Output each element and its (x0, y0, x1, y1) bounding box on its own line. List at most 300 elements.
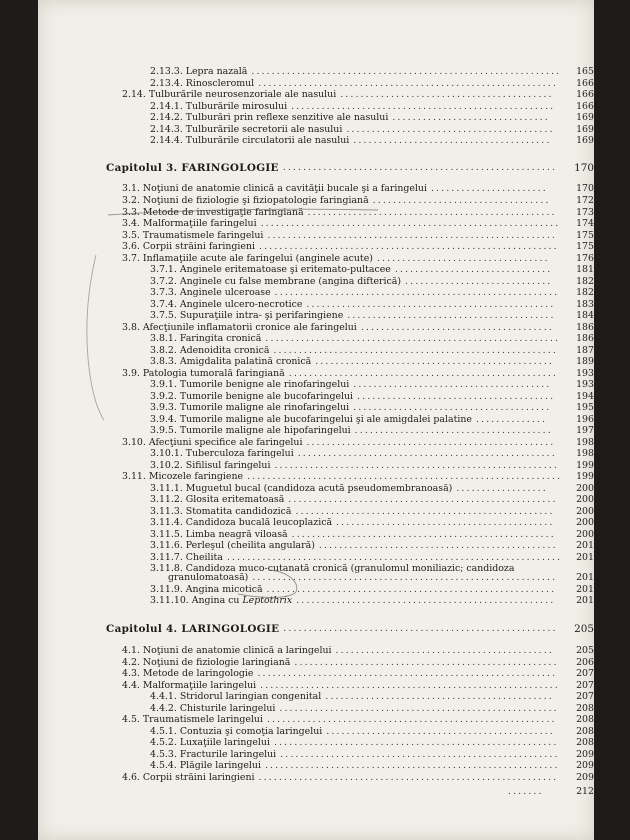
toc-entry-label (122, 218, 257, 230)
toc-page-number: 200 (576, 494, 594, 505)
toc-chapter-row (38, 162, 594, 174)
toc-entry-title: Tulburările circulatorii ale nasului (185, 135, 350, 146)
toc-entry-title: Tumorile maligne ale rinofaringelui (179, 402, 350, 413)
toc-entry-label (168, 572, 248, 584)
toc-entry-row (38, 287, 594, 299)
toc-entry-number: 3.4. (122, 218, 143, 229)
leader-dots: ....................................... (353, 379, 552, 390)
toc-entry-label (150, 749, 276, 761)
toc-entry-title: Muguetul bucal (candidoza acută pseudomembranoasă) (185, 482, 453, 494)
toc-entry-title: Tulburările secretorii ale nasului (185, 123, 343, 135)
toc-entry-row (38, 703, 594, 715)
toc-entry-title: Traumatismele faringelui (142, 229, 264, 241)
toc-entry-number: 3.7.2. (150, 275, 180, 287)
toc-page-number: 170 (576, 183, 594, 194)
toc-entry-number: 3.11.2. (150, 494, 186, 505)
leader-dots: ................................... (372, 195, 551, 206)
toc-entry-label (122, 230, 263, 242)
toc-entry-number: 4.1. (122, 645, 143, 656)
toc-entry-row (38, 333, 594, 345)
toc-entry-title: Chisturile laringelui (179, 702, 276, 714)
toc-entry-title: Traumatismele laringelui (142, 714, 263, 725)
toc-entry-title: Perleşul (cheilita angulară) (185, 540, 315, 551)
toc-entry-row (38, 391, 594, 403)
book-page (38, 0, 594, 840)
leader-dots: ........................................................... (260, 679, 560, 691)
toc-page-number: 173 (576, 206, 594, 218)
toc-entry-label (106, 162, 279, 174)
toc-entry-number: 3.8.1. (150, 333, 180, 344)
leader-dots: ................................................... (297, 448, 557, 459)
leader-dots: ......................................................... (266, 584, 557, 595)
toc-page-number: 201 (576, 551, 594, 563)
toc-entry-number: 3.11.4. (150, 517, 186, 528)
leader-dots: ........................................................... (258, 241, 559, 252)
toc-entry-label (122, 195, 369, 207)
toc-entry-label (106, 623, 279, 635)
toc-entry-label (150, 356, 311, 368)
toc-entry-label (150, 333, 261, 345)
toc-page-number: 183 (576, 298, 594, 310)
leader-dots: ............................................................ (252, 572, 558, 583)
leader-dots: .......................................................... (264, 760, 560, 771)
toc-page-number: 175 (576, 229, 594, 241)
toc-entry-label (122, 772, 255, 784)
toc-entry-label (122, 437, 302, 449)
toc-entry-title: Tulburări prin reflexe senzitive ale nasului (185, 112, 389, 123)
toc-page-number: 206 (576, 656, 594, 668)
toc-entry-title: granulomatoasă) (168, 572, 249, 583)
toc-entry-title: Patologia tumorală faringiană (142, 367, 285, 379)
toc-entry-row (38, 124, 594, 136)
toc-entry-row (38, 483, 594, 495)
toc-page-number: 176 (576, 252, 594, 264)
toc-entry-title: Noţiuni de anatomie clinică a laringelui (142, 645, 332, 656)
toc-page-number: 193 (576, 379, 594, 390)
toc-entry-row (38, 253, 594, 265)
toc-entry-number: 4.5.4. (150, 760, 180, 771)
toc-entry-row (38, 66, 594, 78)
toc-entry-number: 3.11.1. (150, 482, 186, 494)
toc-entry-row (38, 425, 594, 437)
toc-entry-row (38, 737, 594, 749)
toc-page-number: 169 (576, 112, 594, 123)
toc-entry-label (122, 89, 336, 101)
leader-dots: ....................................................... (280, 748, 560, 760)
toc-page-number: 182 (576, 275, 594, 287)
toc-page-number: 198 (576, 436, 594, 448)
toc-entry-label (122, 253, 373, 265)
leader-dots: ............................. (405, 275, 553, 287)
toc-page-number: 209 (576, 760, 594, 771)
toc-entry-row (38, 772, 594, 784)
toc-entry-number: 3.7.3. (150, 287, 180, 298)
toc-entry-number: 3.11. (122, 471, 149, 482)
toc-entry-title: Limba neagră viloasă (185, 528, 288, 540)
toc-entry-label (150, 414, 472, 426)
toc-page-number: 195 (576, 402, 594, 413)
toc-entry-title: Stomatita candidozică (185, 505, 292, 517)
leader-dots: ......................................................... (266, 714, 557, 725)
toc-entry-label (150, 691, 321, 703)
leader-dots: ........................................... (335, 645, 554, 656)
toc-entry-label (122, 241, 255, 253)
toc-page-number: 199 (576, 471, 594, 482)
toc-entry-row (38, 506, 594, 518)
toc-entry-row (38, 101, 594, 113)
toc-entry-label (150, 299, 302, 311)
toc-entry-number: 3.8.3. (150, 356, 180, 367)
toc-page-number: 172 (576, 195, 594, 206)
toc-entry-row (38, 414, 594, 426)
toc-page-number: 208 (576, 714, 594, 725)
toc-page-number: 186 (576, 321, 594, 333)
toc-entry-number: 4.6. (122, 771, 143, 783)
toc-entry-number: 4.3. (122, 668, 143, 679)
toc-entry-row (38, 595, 594, 607)
leader-dots: ....................................... (353, 135, 552, 146)
toc-entry-title: Plăgile laringelui (179, 760, 261, 771)
leader-dots: ....................................... (354, 425, 553, 436)
toc-entry-label (150, 264, 391, 276)
toc-page-number: 165 (576, 66, 594, 77)
toc-entry-title: Noţiuni de fiziologie laringiană (142, 656, 291, 668)
toc-page-number: 201 (576, 584, 594, 595)
toc-entry-row (38, 276, 594, 288)
toc-entry-row (38, 657, 594, 669)
toc-entry-number: 3.9. (122, 367, 143, 379)
leader-dots: .................................. (376, 252, 550, 264)
toc-entry-title: Inflamaţiile acute ale faringelui (anginele acute) (142, 252, 373, 264)
toc-entry-label (122, 714, 263, 726)
leader-dots: ................................................. (307, 206, 557, 218)
toc-entry-title: Malformaţiile laringelui (142, 679, 257, 691)
toc-entry-label (122, 471, 243, 483)
leader-dots: ..................................................... (288, 494, 558, 505)
toc-entry-row (38, 183, 594, 195)
toc-entry-label (122, 668, 253, 680)
toc-entry-title: Luxaţiile laringelui (179, 737, 270, 748)
toc-entry-number: 2.14.3. (150, 123, 186, 135)
toc-entry-label (150, 595, 292, 607)
toc-entry-title: Contuzia şi comoţia laringelui (179, 725, 323, 737)
toc-entry-label (122, 680, 256, 692)
toc-page-number: 181 (576, 264, 594, 275)
toc-page-number: 205 (574, 623, 594, 635)
toc-entry-label (150, 540, 315, 552)
leader-dots: ........................................................... (258, 771, 559, 783)
toc-entry-number: 3.11.5. (150, 528, 186, 540)
toc-entry-number: 3.2. (122, 195, 143, 206)
toc-chapter-row (38, 623, 594, 635)
toc-entry-title: Tumorile maligne ale hipofaringelui (179, 425, 351, 436)
leader-dots: ............................................. (326, 725, 555, 737)
toc-page-number: 208 (576, 702, 594, 714)
toc-page-number: 207 (576, 668, 594, 679)
toc-page-number: 197 (576, 425, 594, 436)
leader-dots: ........................................................... (258, 77, 558, 89)
toc-entry-title: Supuraţiile intra- şi perifaringiene (179, 310, 344, 321)
toc-entry-number: 4.5.2. (150, 737, 180, 748)
toc-entry-row (38, 726, 594, 738)
leader-dots: ........................................................ (273, 344, 558, 356)
toc-entry-number: 4.5. (122, 714, 143, 725)
toc-page-number: 193 (576, 367, 594, 379)
toc-entry-label (150, 483, 452, 495)
toc-page-number: 186 (576, 333, 594, 344)
toc-entry-title: Afecţiunile inflamatorii cronice ale faringelui (142, 321, 357, 333)
toc-page-number: 200 (576, 482, 594, 494)
toc-entry-title: Tuberculoza faringelui (185, 448, 294, 459)
toc-entry-row (38, 299, 594, 311)
toc-entry-row (38, 691, 594, 703)
toc-entry-number: 3.9.1. (150, 379, 180, 390)
toc-entry-title: Glosita eritematoasă (185, 494, 285, 505)
toc-entry-row (38, 448, 594, 460)
toc-entry-row (38, 310, 594, 322)
toc-entry-title: Malformaţiile faringelui (142, 218, 257, 229)
toc-page-number: 201 (576, 540, 594, 551)
toc-entry-number: 3.11.8. (150, 563, 186, 574)
toc-entry-label (122, 322, 357, 334)
toc-entry-number: Capitolul 3. (106, 162, 182, 174)
toc-page-number: 170 (574, 162, 594, 174)
toc-entry-number: 3.8. (122, 321, 143, 333)
toc-entry-title: FARINGOLOGIE (181, 162, 279, 174)
toc-page-number: 208 (576, 725, 594, 737)
toc-entry-number: 3.10. (122, 436, 149, 448)
leader-dots: ....... (508, 786, 544, 797)
toc-entry-number: 3.10.1. (150, 448, 186, 459)
toc-entry-title-italic: Leptothrix (242, 595, 293, 606)
toc-entry-title: Cheilita (185, 551, 223, 563)
toc-entry-label (150, 402, 349, 414)
leader-dots: ....................................................... (279, 702, 559, 714)
leader-dots: ................................................... (296, 595, 556, 606)
toc-entry-number: 2.14.1. (150, 100, 186, 112)
toc-entry-row (38, 345, 594, 357)
toc-entry-row (38, 402, 594, 414)
toc-entry-label (150, 78, 254, 90)
toc-entry-number: 2.13.3. (150, 66, 186, 77)
toc-entry-row (38, 207, 594, 219)
leader-dots: ............................... (392, 112, 550, 123)
toc-page-number: 169 (576, 123, 594, 135)
toc-entry-title: Corpii străini laringieni (142, 771, 255, 783)
leader-dots: .............................................................. (247, 471, 563, 482)
leader-dots: .................................................... (294, 656, 559, 668)
toc-entry-number: 3.5. (122, 229, 143, 241)
toc-page-number: 208 (576, 737, 594, 748)
toc-entry-number: 3.11.6. (150, 540, 186, 551)
toc-entry-title: Tulburările neurosenzoriale ale nasului (148, 89, 337, 100)
toc-entry-number: 3.9.5. (150, 425, 180, 436)
toc-entry-label (150, 737, 270, 749)
toc-entry-number: 3.7.1. (150, 264, 180, 275)
toc-page-number: 212 (576, 786, 594, 797)
leader-dots: .............. (475, 413, 548, 425)
toc-entry-title: Noţiuni de fiziologie şi fiziopatologie faringiană (142, 195, 369, 206)
toc-entry-title: Rinoscleromul (185, 77, 255, 89)
toc-entry-title: Tumorile benigne ale bucofaringelui (179, 390, 354, 402)
toc-page-number: 200 (576, 505, 594, 517)
toc-page-number: 174 (576, 218, 594, 229)
leader-dots: ........................................................ (274, 459, 559, 471)
toc-entry-title: Adenoidita cronică (179, 344, 270, 356)
toc-entry-row (38, 540, 594, 552)
toc-entry-number: 4.5.1. (150, 725, 180, 737)
toc-entry-label (150, 703, 275, 715)
toc-entry-number: 2.14.4. (150, 135, 186, 146)
leader-dots: ............................................................. (251, 66, 562, 77)
leader-dots: ....................... (430, 183, 548, 194)
toc-page-number: 175 (576, 241, 594, 252)
toc-entry-number: 2.13.4. (150, 77, 186, 89)
toc-entry-row (38, 379, 594, 391)
toc-entry-label (150, 66, 247, 78)
toc-entry-title: Candidoza bucală leucoplazică (185, 517, 333, 528)
toc-entry-label (150, 726, 322, 738)
toc-entry-label (150, 517, 332, 529)
leader-dots: .................................................... (291, 100, 556, 112)
leader-dots: ............................................... (318, 540, 558, 551)
toc-entry-label (150, 112, 388, 124)
toc-entry-row (38, 552, 594, 564)
toc-entry-title: Lepra nazală (185, 66, 248, 77)
toc-entry-row (38, 112, 594, 124)
toc-entry-label (122, 207, 304, 219)
toc-entry-number: 3.11.10. (150, 595, 192, 606)
toc-entry-label (122, 183, 427, 195)
toc-entry-number: 2.14. (122, 89, 149, 100)
toc-entry-number: 3.11.3. (150, 505, 186, 517)
toc-entry-label (150, 425, 351, 437)
toc-entry-title: Metode de investigaţie faringiană (142, 206, 304, 218)
leader-dots: ....................................... (353, 402, 552, 413)
leader-dots: .......................................................... (265, 333, 561, 344)
toc-entry-label (150, 448, 294, 460)
toc-entry-label (150, 276, 401, 288)
toc-entry-label (150, 760, 261, 772)
leader-dots: ......................................................... (267, 229, 557, 241)
toc-entry-number: 3.11.7. (150, 551, 186, 563)
toc-entry-title: Faringita cronică (179, 333, 262, 344)
toc-entry-row (38, 264, 594, 276)
leader-dots: ........................................................ (273, 737, 559, 748)
toc-entry-number: 2.14.2. (150, 112, 186, 123)
leader-dots: ....................................... (357, 390, 556, 402)
toc-entry-label (122, 645, 331, 657)
toc-entry-number: 4.4.1. (150, 691, 180, 702)
toc-page-number: 166 (576, 77, 594, 89)
toc-page-number: 200 (576, 528, 594, 540)
toc-entry-number: 3.7. (122, 252, 143, 264)
leader-dots: ........................................................... (260, 218, 561, 229)
toc-page-number: 198 (576, 448, 594, 459)
toc-entry-number: 3.7.5. (150, 310, 180, 321)
toc-entry-number: 3.1. (122, 183, 143, 194)
toc-entry-number: 3.7.4. (150, 298, 180, 310)
leader-dots: ................................................. (306, 436, 556, 448)
toc-entry-title: Micozele faringiene (148, 471, 244, 482)
toc-entry-title: Fracturile laringelui (179, 748, 277, 760)
toc-entry-row (38, 241, 594, 253)
toc-entry-title: Sifilisul faringelui (185, 459, 271, 471)
toc-entry-title: LARINGOLOGIE (181, 623, 280, 635)
toc-entry-label (150, 101, 287, 113)
toc-entry-row (38, 471, 594, 483)
toc-entry-title: Angina cu (191, 595, 243, 606)
toc-entry-label (150, 135, 349, 147)
toc-entry-title: Candidoza muco-cutanată cronică (granulomul moniliazic; candidoza (185, 563, 515, 574)
leader-dots: ......................................... (347, 310, 556, 321)
toc-entry-row (38, 517, 594, 529)
toc-entry-row (38, 230, 594, 242)
toc-entry-row (38, 714, 594, 726)
toc-page-number: 207 (576, 691, 594, 702)
leader-dots: ............................................. (325, 691, 554, 702)
toc-entry-number: 4.4. (122, 679, 143, 691)
toc-entry-title: Anginele eritematoase şi eritemato-pultacee (179, 264, 391, 275)
toc-entry-label (150, 460, 270, 472)
toc-entry-title: Metode de laringologie (142, 668, 254, 679)
toc-entry-title: Anginele ulceroase (179, 287, 271, 298)
toc-entry-row (38, 494, 594, 506)
toc-entry-number: 4.5.3. (150, 748, 180, 760)
toc-entry-title: Tumorile maligne ale bucofaringelui şi ale amigdalei palatine (179, 413, 472, 425)
toc-entry-row (38, 760, 594, 772)
toc-page-number: 199 (576, 459, 594, 471)
toc-page-number: 194 (576, 390, 594, 402)
toc-entry-number: 4.4.2. (150, 702, 180, 714)
toc-entry-row (38, 786, 594, 798)
toc-entry-label (150, 310, 343, 322)
leader-dots: ...................................... (360, 321, 554, 333)
toc-entry-row (38, 322, 594, 334)
toc-page-number: 196 (576, 413, 594, 425)
toc-entry-row (38, 135, 594, 147)
toc-page-number: 205 (576, 645, 594, 656)
toc-entry-title: Anginele cu false membrane (angina difterică) (179, 275, 402, 287)
toc-entry-row (38, 89, 594, 101)
toc-page-number: 209 (576, 771, 594, 783)
toc-entry-row (38, 572, 594, 584)
toc-page-number: 207 (576, 679, 594, 691)
toc-entry-row (38, 668, 594, 680)
toc-page-number: 189 (576, 356, 594, 367)
toc-page-number: 166 (576, 100, 594, 112)
toc-entry-title: Corpii străini faringieni (142, 241, 255, 252)
toc-entry-label (122, 657, 290, 669)
toc-entry-row (38, 645, 594, 657)
toc-entry-row (38, 529, 594, 541)
toc-entry-label (150, 345, 269, 357)
toc-entry-row (38, 437, 594, 449)
toc-entry-row (38, 680, 594, 692)
toc-page-number: 209 (576, 748, 594, 760)
leader-dots: .................. (456, 482, 548, 494)
toc-entry-number: 3.6. (122, 241, 143, 252)
toc-entry-number: Capitolul 4. (106, 623, 182, 635)
toc-entry-row (38, 460, 594, 472)
leader-dots: ........................................... (336, 517, 555, 528)
toc-entry-title: Tulburările mirosului (185, 100, 288, 112)
toc-page-number: 182 (576, 287, 594, 298)
toc-entry-number: 3.10.2. (150, 459, 186, 471)
leader-dots: ...................................................... (282, 162, 558, 173)
leader-dots: ............................... (394, 264, 553, 275)
toc-page-number: 201 (576, 595, 594, 606)
